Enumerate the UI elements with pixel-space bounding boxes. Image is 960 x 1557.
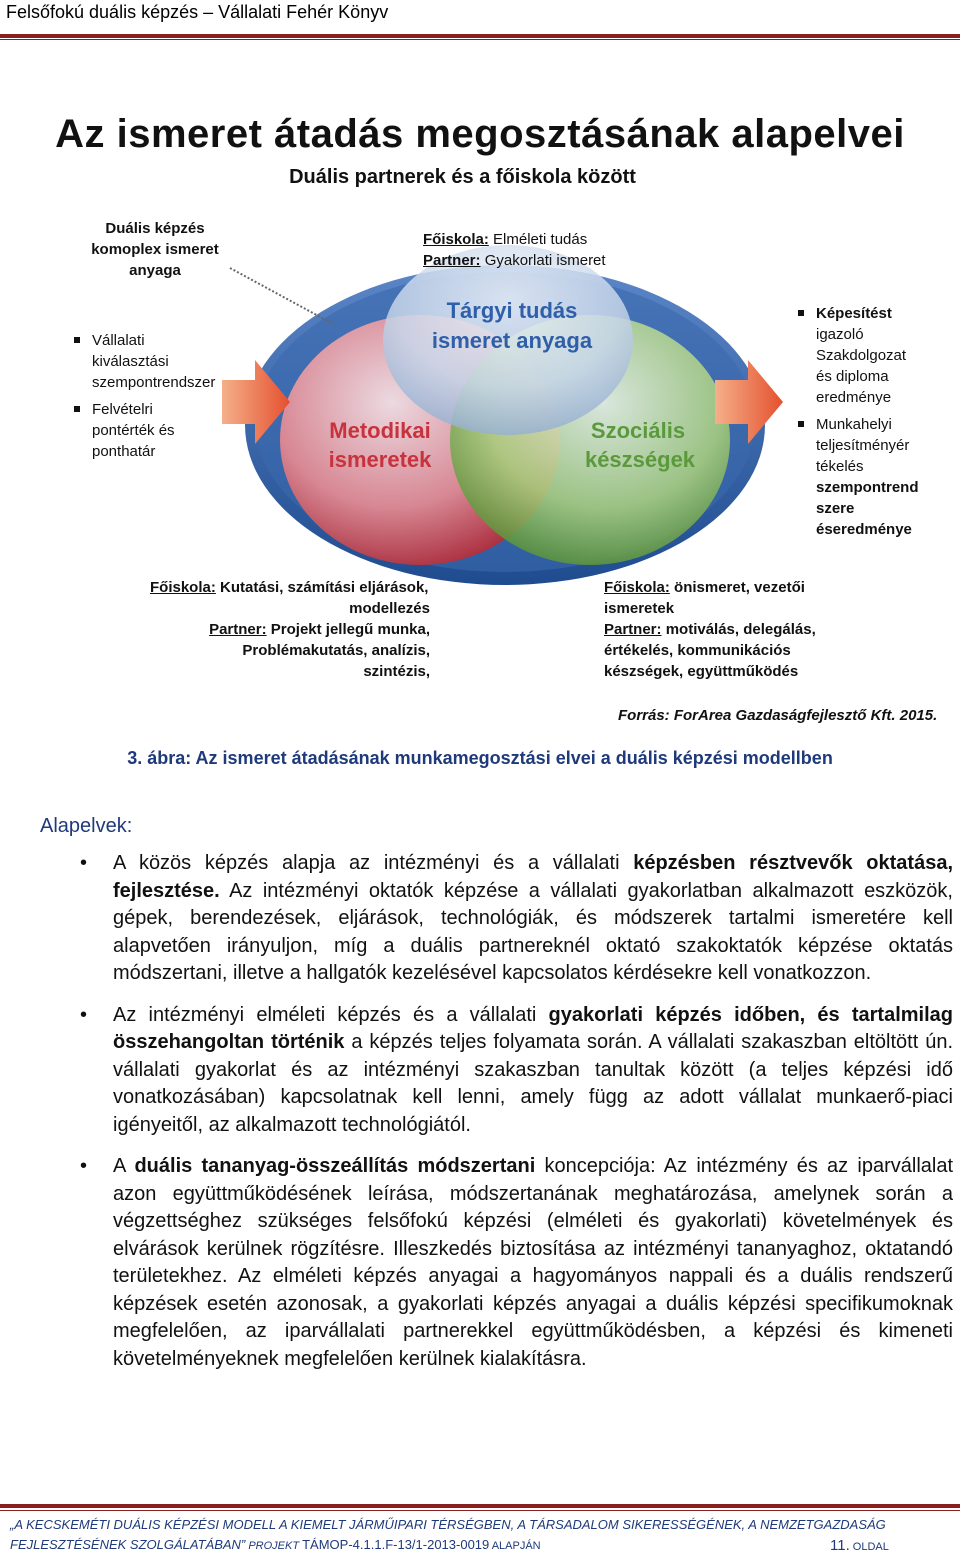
circle-top-label-1: Tárgyi tudás: [446, 298, 578, 323]
header-divider-thin: [0, 39, 960, 40]
top-center-labels: Főiskola: Elméleti tudás Partner: Gyakorlati ismeret: [423, 231, 606, 269]
circle-right-label-2: készségek: [584, 447, 696, 472]
document-header: Felsőfokú duális képzés – Vállalati Fehér Könyv: [6, 2, 389, 22]
right-outcome-item: Munkahelyi teljesítményér tékelés szempontrend szere éseredménye: [798, 414, 948, 540]
figure-title: Az ismeret átadás megosztásának alapelvei: [55, 112, 905, 156]
top-left-note: Duális képzés komoplex ismeret anyaga: [91, 220, 219, 279]
right-outcome-item: Képesítést igazoló Szakdolgozat és diploma eredménye: [798, 303, 948, 408]
figure-subtitle: Duális partnerek és a főiskola között: [289, 166, 636, 188]
circle-top-label-2: ismeret anyaga: [431, 328, 593, 353]
figure-source: Forrás: ForArea Gazdaságfejlesztő Kft. 2015.: [618, 707, 938, 724]
left-criteria-item: Vállalati kiválasztási szempontrendszer: [74, 330, 244, 393]
section-label: Alapelvek:: [40, 815, 133, 837]
figure-caption: 3. ábra: Az ismeret átadásának munkamegosztási elvei a duális képzési modellben: [127, 748, 833, 768]
footer-project-line-1: „A KECSKEMÉTI DUÁLIS KÉPZÉSI MODELL A KIEMELT JÁRMŰIPARI TÉRSÉGBEN, A TÁRSADALOM SIKERESSÉGÉNEK, A NEMZETGAZDASÁG: [10, 1517, 886, 1532]
page-number: 11. OLDAL: [830, 1537, 889, 1554]
circle-right-label-1: Szociális: [590, 418, 686, 443]
principle-item: • A közös képzés alapja az intézményi és a vállalati képzésben résztvevők oktatása, fejlesztése. Az intézményi oktatók képzése a vállalati gyakorlatban alkalmazott eszközök, gépek, berendezések, eljárások, technológiák, és módszerek tartalmi ismeretére kell alapvetően irányuljon, míg a duális partnereknél oktató szakoktatók képzése oktatás módszertani, illetve a hallgatók kezelésével kapcsolatos kérdésekre kell vonatkozzon.: [80, 850, 953, 988]
principle-item: • A duális tananyag-összeállítás módszertani koncepciója: Az intézmény és az iparvállalat azon együttműködésének leírása, módszertanának meghatározása, amelynek során a végzettséghez szükséges felsőfokú képzési (elméleti és gyakorlati) követelmények és elvárások kerülnek rögzítésre. Illeszkedés biztosítása az intézményi tananyaghoz, oktatandó területekhez. Az elméleti képzés anyagai a hagyományos nappali és a duális rendszerű képzések esetén azonosak, a gyakorlati képzés anyagai a duális képzési specifikumoknak megfelelően, az iparvállalati partnerekkel együttműködésben, a képzési és kimeneti követelményeknek megfelelően kerülnek kialakításra.: [80, 1153, 953, 1373]
circle-left-label-2: ismeretek: [328, 447, 432, 472]
pointer-line: [230, 268, 335, 325]
right-outcome-list: [798, 303, 948, 546]
principles-list: [80, 850, 953, 1387]
bottom-right-notes: Főiskola: önismeret, vezetői ismeretek Partner: motiválás, delegálás, értékelés, kommunikációs készségek, együttműködés: [604, 579, 816, 680]
principle-item: • Az intézményi elméleti képzés és a vállalati gyakorlati képzés időben, és tartalmilag összehangoltan történik a képzés teljes folyamata során. A vállalati szakaszban eltöltött ún. vállalati gyakorlat és az intézményi szakaszban tanultak között (a teljes képzési idő vonatkozásában) kapcsolatnak kell lenni, amely függ az adott vállalat munkaerő-piaci igényeitől, az alkalmazott technológiától.: [80, 1002, 953, 1140]
left-criteria-item: Felvételri pontérték és ponthatár: [74, 399, 244, 462]
circle-left-label-1: Metodikai: [329, 418, 431, 443]
footer-project-line-2: FEJLESZTÉSÉNEK SZOLGÁLATÁBAN” PROJEKT TÁMOP-4.1.1.F-13/1-2013-0019 ALAPJÁN: [10, 1537, 541, 1552]
header-divider: [0, 34, 960, 38]
bottom-left-notes: Főiskola: Kutatási, számítási eljárások, modellezés Partner: Projekt jellegű munka, Problémakutatás, analízis, szintézis,: [150, 579, 430, 680]
footer-divider: [0, 1504, 960, 1508]
left-criteria-list: [74, 330, 244, 468]
footer-divider-thin: [0, 1510, 960, 1511]
